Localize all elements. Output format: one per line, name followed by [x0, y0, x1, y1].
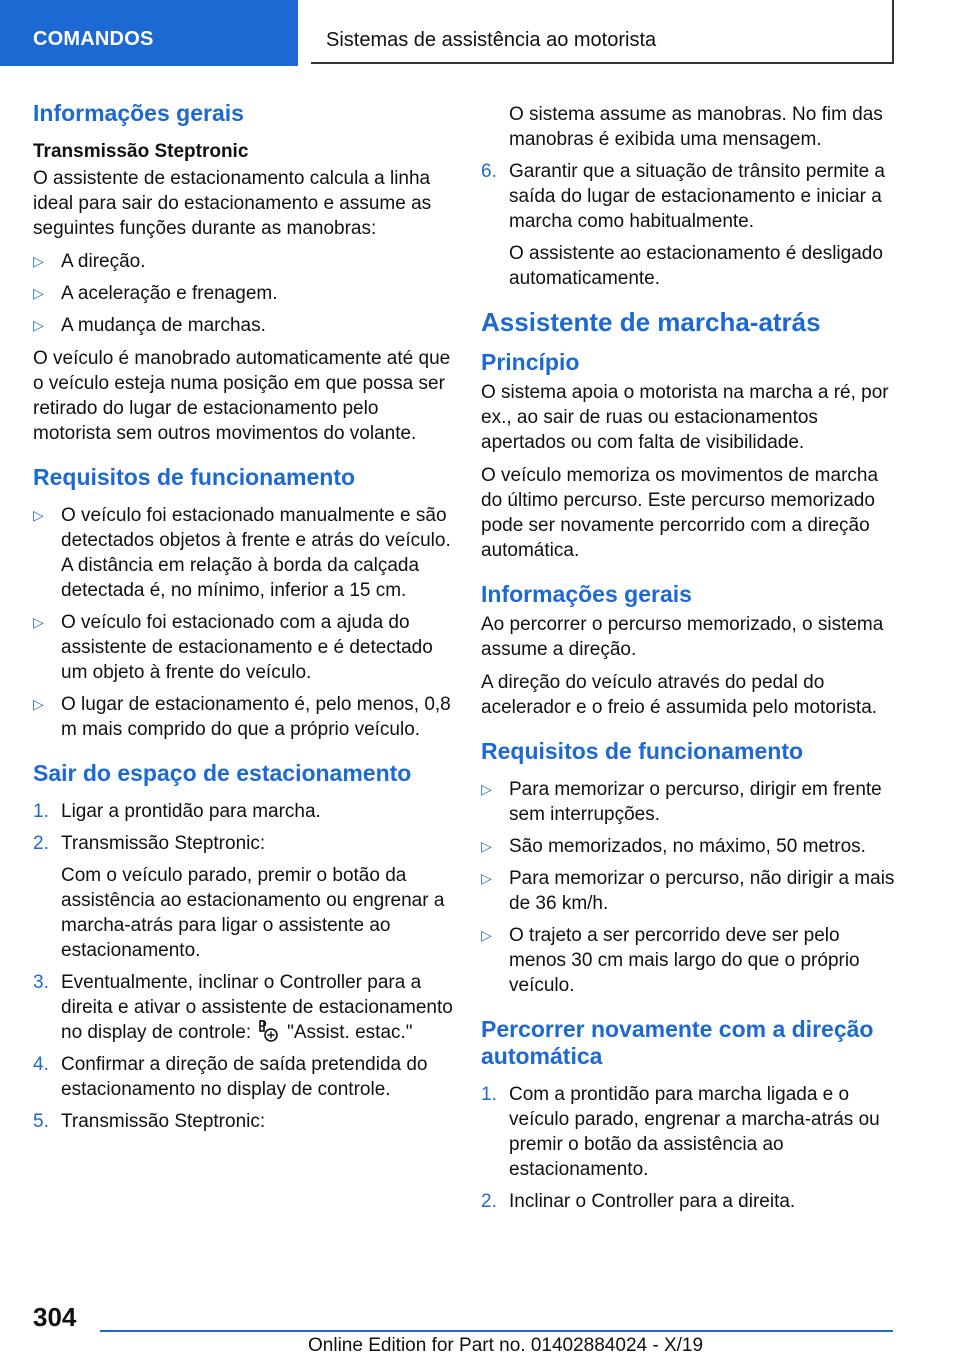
heading-info-gerais: Informações gerais	[33, 100, 244, 126]
heading-assistente-marcha-atras: Assistente de marcha-atrás	[481, 307, 821, 337]
section-label: COMANDOS	[33, 28, 154, 50]
heading-requisitos: Requisitos de funcionamento	[33, 464, 356, 490]
paragraph-principio-1: O sistema apoia o motorista na marcha a ré, por ex., ao sair de ruas ou estacionamentos apertados ou com falta de visibilidade.	[481, 382, 889, 453]
list-item: 2. Transmissão Steptronic: Com o veículo parado, premir o botão da assistência ao estacionamento ou engrenar a marcha-atrás para ligar o assistente ao estacionamento.	[33, 833, 445, 961]
list-item: 6. Garantir que a situação de trânsito permite a saída do lugar de estacionamento e iniciar a marcha como habitualmente. O assistente ao estacionamento é desligado automaticamente.	[481, 161, 885, 289]
steps-list	[33, 799, 453, 1134]
triangle-right-icon: ▷	[481, 927, 492, 943]
functions-list	[33, 249, 453, 338]
triangle-right-icon: ▷	[33, 614, 44, 630]
right-column	[481, 102, 901, 1222]
triangle-right-icon: ▷	[481, 870, 492, 886]
list-item: ▷ O veículo foi estacionado com a ajuda do assistente de estacionamento e é detectado um objeto à frente do veículo.	[33, 612, 433, 683]
paragraph-intro: O assistente de estacionamento calcula a linha ideal para sair do estacionamento e assume as seguintes funções durante as manobras:	[33, 168, 432, 239]
triangle-right-icon: ▷	[33, 696, 44, 712]
paragraph-principio-2: O veículo memoriza os movimentos de marcha do último percurso. Este percurso memorizado pode ser novamente percorrido com a direção automática.	[481, 465, 879, 561]
steps-list-continued	[481, 102, 901, 291]
paragraph-info-1: Ao percorrer o percurso memorizado, o sistema assume a direção.	[481, 614, 884, 660]
heading-requisitos-2: Requisitos de funcionamento	[481, 738, 804, 764]
paragraph-vehicle: O veículo é manobrado automaticamente até que o veículo esteja numa posição em que possa ser retirado do lugar de estacionamento pelo motorista sem outros movimentos do volante.	[33, 348, 451, 444]
list-item: ▷ São memorizados, no máximo, 50 metros.	[481, 836, 866, 857]
list-item: ▷ O trajeto a ser percorrido deve ser pelo menos 30 cm mais largo do que o próprio veículo.	[481, 925, 860, 996]
list-item: ▷ Para memorizar o percurso, dirigir em frente sem interrupções.	[481, 779, 882, 825]
list-item: ▷ O veículo foi estacionado manualmente e são detectados objetos à frente e atrás do veículo. A distância em relação à borda da calçada detectada é, no mínimo, inferior a 15 cm.	[33, 505, 451, 601]
list-item: 4. Confirmar a direção de saída pretendida do estacionamento no display de controle.	[33, 1054, 428, 1100]
heading-percorrer: Percorrer novamente com a direção automática	[481, 1016, 874, 1069]
heading-principio: Princípio	[481, 349, 580, 375]
heading-sair: Sair do espaço de estacionamento	[33, 760, 412, 786]
triangle-right-icon: ▷	[33, 253, 44, 269]
list-item: ▷ A mudança de marchas.	[33, 315, 266, 336]
requirements-list-2	[481, 777, 901, 998]
list-item: O sistema assume as manobras. No fim das manobras é exibida uma mensagem.	[509, 104, 883, 150]
triangle-right-icon: ▷	[33, 285, 44, 301]
footer-divider	[100, 1330, 893, 1332]
triangle-right-icon: ▷	[33, 317, 44, 333]
list-item: ▷ Para memorizar o percurso, não dirigir a mais de 36 km/h.	[481, 868, 895, 914]
list-item: ▷ O lugar de estacionamento é, pelo menos, 0,8 m mais comprido do que a próprio veículo.	[33, 694, 451, 740]
requirements-list	[33, 503, 453, 742]
triangle-right-icon: ▷	[481, 781, 492, 797]
paragraph-info-2: A direção do veículo através do pedal do acelerador e o freio é assumida pelo motorista.	[481, 672, 878, 718]
list-item: ▷ A aceleração e frenagem.	[33, 283, 278, 304]
list-item: 2. Inclinar o Controller para a direita.	[481, 1191, 796, 1212]
parking-assist-icon	[257, 1020, 279, 1042]
chapter-header	[311, 0, 894, 64]
heading-steptronic: Transmissão Steptronic	[33, 141, 249, 162]
list-item: 1. Com a prontidão para marcha ligada e o veículo parado, engrenar a marcha-atrás ou premir o botão da assistência ao estacionamento.	[481, 1084, 880, 1180]
triangle-right-icon: ▷	[481, 838, 492, 854]
page-number: 304	[33, 1302, 77, 1332]
left-column	[33, 100, 453, 1142]
heading-info-gerais-2: Informações gerais	[481, 581, 692, 607]
list-item: 5. Transmissão Steptronic:	[33, 1111, 266, 1132]
section-tab	[0, 0, 298, 66]
chapter-title: Sistemas de assistência ao motorista	[326, 29, 657, 51]
steps-list-2	[481, 1082, 901, 1214]
list-item: 3. Eventualmente, inclinar o Controller para a direita e ativar o assistente de estacionamento no display de controle: "Assist. estac."	[33, 972, 453, 1043]
triangle-right-icon: ▷	[33, 507, 44, 523]
footer-edition: Online Edition for Part no. 01402884024 - X/19	[308, 1335, 704, 1356]
list-item: ▷ A direção.	[33, 251, 146, 272]
list-item: 1. Ligar a prontidão para marcha.	[33, 801, 321, 822]
